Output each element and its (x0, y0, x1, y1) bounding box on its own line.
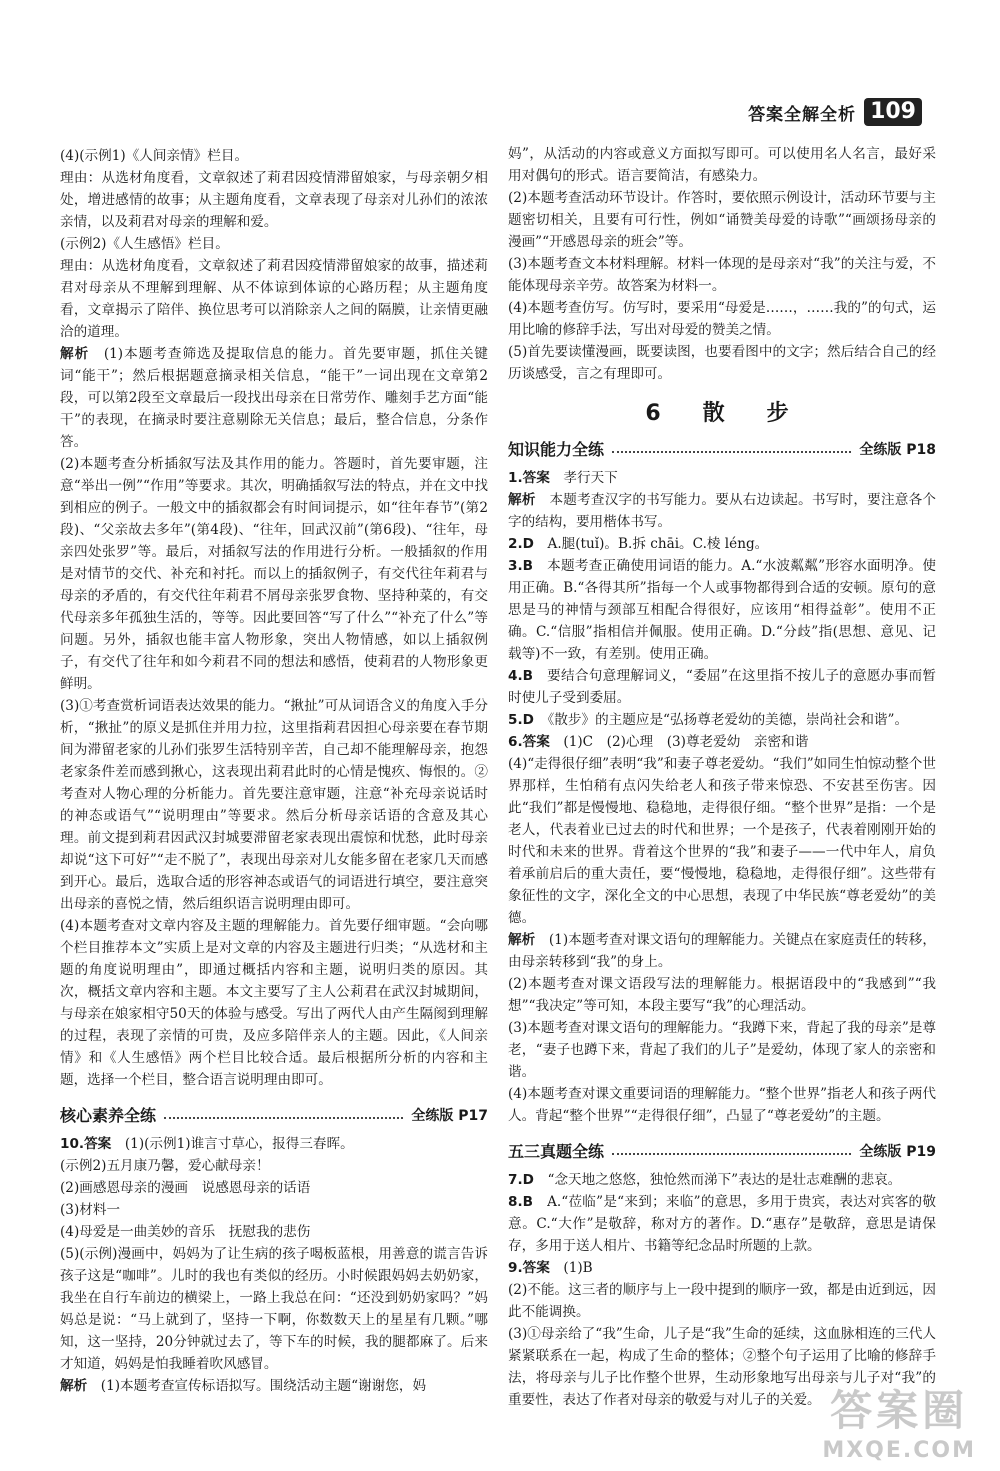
answer-paragraph (60, 167, 488, 233)
answer-text: 妈”，从活动的内容或意义方面拟写即可。可以使用名人名言，最好采用对偶句的形式。语言要简洁，有感染力。 (508, 146, 936, 184)
answer-text: 《散步》的主题应是“弘扬尊老爱幼的美德，崇尚社会和谐”。 (547, 712, 909, 728)
answer-paragraph (508, 555, 936, 665)
answer-paragraph (60, 453, 488, 695)
answer-text: 理由：从选材角度看，文章叙述了莉君因疫情滞留娘家，与母亲朝夕相处，增进感情的故事；从主题角度看，文章表现了母亲对儿孙们的浓浓亲情，以及莉君对母亲的理解和爱。 (60, 170, 488, 230)
answer-label: 解析 (508, 492, 536, 508)
answer-label: 解析 (60, 346, 90, 362)
answer-text: “念天地之悠悠，独怆然而涕下”表达的是壮志难酬的悲哀。 (547, 1172, 902, 1188)
answer-text: A.“莅临”是“来到；来临”的意思，多用于贵宾，表达对宾客的敬意。C.“大作”是敬辞，称对方的著作。D.“惠存”是敬辞，意思是请保存，多用于送人相片、书籍等纪念品时所题的上款。 (508, 1194, 937, 1254)
answer-text: 理由：从选材角度看，文章叙述了莉君因疫情滞留娘家的故事，描述莉君对母亲从不理解到理解、从不体谅到体谅的心路历程；从主题角度看，文章揭示了陪伴、换位思考可以消除亲人之间的隔膜，让亲情更融洽的道理。 (60, 258, 488, 340)
answer-paragraph (60, 1133, 488, 1155)
answer-paragraph (60, 915, 488, 1091)
answer-text: (1)本题考查对课文语句的理解能力。关键点在家庭责任的转移，由母亲转移到“我”的身上。 (508, 932, 936, 970)
answer-paragraph (60, 1243, 488, 1375)
answer-paragraph (508, 489, 936, 533)
answer-label: 10.答案 (60, 1136, 112, 1152)
page-header (748, 98, 922, 126)
answer-paragraph (508, 187, 936, 253)
answer-paragraph (508, 1083, 936, 1127)
answer-paragraph (508, 709, 936, 731)
section-title: 核心素养全练 (60, 1106, 157, 1125)
section-divider (612, 451, 851, 453)
answer-text: A.腿(tuǐ)。B.拆 chāi。C.棱 léng。 (547, 536, 769, 552)
answer-paragraph (60, 1177, 488, 1199)
answer-paragraph (508, 143, 936, 187)
answer-label: 9.答案 (508, 1260, 550, 1276)
answer-text: (3)①母亲给了“我”生命，儿子是“我”生命的延续，这血脉相连的三代人紧紧联系在一起，构成了生命的整体；②整个句子运用了比喻的修辞手法，将母亲与儿子比作整个世界，生动形象地写出母亲与儿子对“我”的重要性，表达了作者对母亲的敬爱与对儿子的关爱。 (508, 1326, 936, 1408)
answer-label: 7.D (508, 1172, 534, 1188)
answer-text: (示例2)《人生感悟》栏目。 (60, 236, 229, 252)
answer-paragraph (60, 255, 488, 343)
answer-paragraph (508, 467, 936, 489)
answer-text: (4)(示例1)《人间亲情》栏目。 (60, 148, 249, 164)
answer-text: (2)本题考查分析插叙写法及其作用的能力。答题时，首先要审题，注意“举出一例”“作用”等要求。其次，明确插叙写法的特点，并在文中找到相应的例子。一般文中的插叙都会有时间词提示，如“往年春节”(第2段)、“父亲故去多年”(第4段)、“往年，回武汉前”(第6段)、“往年，母亲四处张罗”等。最后，对插叙写法的作用进行分析。一般插叙的作用是对情节的交代、补充和衬托。而以上的插叙例子，有交代往年莉君与母亲的矛盾的，有交代往年莉君不屑母亲张罗食物、坚持种菜的，有交代母亲多年孤独生活的，等等。因此要回答“写了什么”“补充了什么”等问题。另外，插叙也能丰富人物形象，突出人物情感，如以上插叙例子，有交代了往年和如今莉君不同的想法和感悟，使莉君的人物形象更鲜明。 (60, 456, 488, 692)
section-header (60, 1105, 488, 1127)
answer-label: 6.答案 (508, 734, 550, 750)
page-number: 109 (864, 98, 922, 126)
answer-text: (2)本题考查活动环节设计。作答时，要依照示例设计，活动环节要与主题密切相关，且要有可行性，例如“诵赞美母爱的诗歌”“画颂扬母亲的漫画”“开感恩母亲的班会”等。 (508, 190, 936, 250)
answer-text: (1)本题考查宣传标语拟写。围绕活动主题“谢谢您，妈 (100, 1378, 427, 1394)
answer-label: 4.B (508, 668, 533, 684)
answer-text: (3)本题考查对课文语句的理解能力。“我蹲下来，背起了我的母亲”是尊老，“妻子也蹲下来，背起了我们的儿子”是爱幼，体现了家人的亲密和谐。 (508, 1020, 936, 1080)
answer-paragraph (508, 1257, 936, 1279)
answer-paragraph (508, 1191, 936, 1257)
header-title: 答案全解全析 (748, 104, 857, 125)
answer-text: 孝行天下 (563, 470, 618, 486)
answer-text: (4)母爱是一曲美妙的音乐 抚慰我的悲伤 (60, 1224, 311, 1240)
answer-text: (4)本题考查对文章内容及主题的理解能力。首先要仔细审题。“会向哪个栏目推荐本文”实质上是对文章的内容及主题进行归类；“从选材和主题的角度说明理由”，即通过概括内容和主题，说明归类的原因。其次，概括文章内容和主题。本文主要写了主人公莉君在武汉封城期间，与母亲在娘家相守50天的体验与感受。写出了两代人由产生隔阂到理解的过程，表现了亲情的可贵，及应多陪伴亲人的主题。因此，《人间亲情》和《人生感悟》两个栏目比较合适。最后根据所分析的内容和主题，选择一个栏目，整合语言说明理由即可。 (60, 918, 488, 1088)
answer-paragraph (508, 929, 936, 973)
answer-paragraph (60, 695, 488, 915)
answer-paragraph (60, 1155, 488, 1177)
watermark-line1: 答案圈 (830, 1386, 969, 1435)
answer-text: (1)C (2)心理 (3)尊老爱幼 亲密和谐 (563, 734, 809, 750)
answer-paragraph (508, 533, 936, 555)
answer-text: (2)不能。这三者的顺序与上一段中提到的顺序一致，都是由近到远，因此不能调换。 (508, 1282, 936, 1320)
answer-paragraph (60, 343, 488, 453)
lesson-title: 6 散 步 (645, 401, 799, 426)
answer-text: (5)首先要读懂漫画，既要读图，也要看图中的文字；然后结合自己的经历谈感受，言之有理即可。 (508, 344, 936, 382)
section-title: 五三真题全练 (508, 1142, 605, 1161)
answer-label: 3.B (508, 558, 533, 574)
answer-paragraph (60, 1221, 488, 1243)
answer-paragraph (60, 1199, 488, 1221)
answer-text: 要结合句意理解词义，“委屈”在这里指不按儿子的意愿办事而暂时使儿子受到委屈。 (508, 668, 937, 706)
answer-paragraph (508, 1279, 936, 1323)
answer-text: (4)本题考查对课文重要词语的理解能力。“整个世界”指老人和孩子两代人。背起“整个世界”“走得很仔细”，凸显了“尊老爱幼”的主题。 (508, 1086, 936, 1124)
left-column (60, 145, 488, 1397)
section-version: 全练版 P17 (411, 1108, 488, 1124)
answer-paragraph (508, 297, 936, 341)
section-version: 全练版 P19 (859, 1144, 936, 1160)
answer-label: 解析 (508, 932, 536, 948)
answer-text: (4)“走得很仔细”表明“我”和妻子尊老爱幼。“我们”如同生怕惊动整个世界那样，生怕稍有点闪失给老人和孩子带来惊恐、不安甚至伤害。因此“我们”都是慢慢地、稳稳地，走得很仔细。“整个世界”是指：一个是老人，代表着业已过去的时代和世界；一个是孩子，代表着刚刚开始的时代和未来的世界。背着这个世界的“我”和妻子——一代中年人，肩负着承前启后的重大责任，要“慢慢地，稳稳地，走得很仔细”。这些带有象征性的文字，深化全文的中心思想，表现了中华民族“尊老爱幼”的美德。 (508, 756, 936, 926)
section-header (508, 439, 936, 461)
answer-label: 8.B (508, 1194, 533, 1210)
answer-paragraph (60, 145, 488, 167)
answer-text: (2)画感恩母亲的漫画 说感恩母亲的话语 (60, 1180, 311, 1196)
answer-paragraph (508, 973, 936, 1017)
answer-text: (1)(示例1)谁言寸草心，报得三春晖。 (124, 1136, 354, 1152)
answer-text: (3)本题考查文本材料理解。材料一体现的是母亲对“我”的关注与爱，不能体现母亲辛劳。故答案为材料一。 (508, 256, 936, 294)
answer-label: 2.D (508, 536, 534, 552)
answer-paragraph (60, 233, 488, 255)
watermark-logo (822, 1378, 976, 1463)
answer-label: 5.D (508, 712, 534, 728)
answer-text: (示例2)五月康乃馨，爱心献母亲！ (60, 1158, 270, 1174)
answer-text: (3)材料一 (60, 1202, 121, 1218)
answer-text: (1)B (563, 1260, 593, 1276)
section-divider (612, 1153, 851, 1155)
answer-paragraph (508, 1017, 936, 1083)
answer-paragraph (508, 253, 936, 297)
answer-label: 1.答案 (508, 470, 550, 486)
answer-label: 解析 (60, 1378, 88, 1394)
answer-text: (1)本题考查筛选及提取信息的能力。首先要审题，抓住关键词“能干”；然后根据题意摘录相关信息，“能干”一词出现在文章第2段，可以第2段至文章最后一段找出母亲在日常劳作、雕刻手艺方面“能干”的表现，在摘录时要注意剔除无关信息；最后，整合信息，分条作答。 (60, 346, 489, 450)
section-version: 全练版 P18 (859, 442, 936, 458)
answer-text: (2)本题考查对课文语段写法的理解能力。根据语段中的“我感到”“我想”“我决定”等可知，本段主要写“我”的心理活动。 (508, 976, 936, 1014)
answer-paragraph (508, 665, 936, 709)
watermark-line2: MXQE.COM (822, 1438, 976, 1463)
answer-paragraph (508, 753, 936, 929)
answer-text: 本题考查汉字的书写能力。要从右边读起。书写时，要注意各个字的结构，要用楷体书写。 (508, 492, 937, 530)
answer-paragraph (508, 341, 936, 385)
answer-text: 本题考查正确使用词语的能力。A.“水波粼粼”形容水面明净。使用正确。B.“各得其所”指每一个人或事物都得到合适的安顿。原句的意思是马的神情与颈部互相配合得很好，应该用“相得益彰”。使用不正确。C.“信服”指相信并佩服。使用正确。D.“分歧”指(思想、意见、记载等)不一致，有差别。使用正确。 (508, 558, 937, 662)
section-header (508, 1141, 936, 1163)
answer-text: (3)①考查赏析词语表达效果的能力。“揪扯”可从词语含义的角度入手分析，“揪扯”的原义是抓住并用力拉，这里指莉君因担心母亲要在春节期间为滞留老家的儿孙们张罗生活特别辛苦，自己却不能理解母亲，抱怨老家条件差而感到揪心，这表现出莉君此时的心情是愧疚、悔恨的。②考查对人物心理的分析能力。首先要注意审题，注意“补充母亲说话时的神态或语气”“说明理由”等要求。然后分析母亲话语的含意及其心理。前文提到莉君因武汉封城要滞留老家表现出震惊和忧愁，此时母亲却说“这下可好”“走不脱了”，表现出母亲对儿女能多留在老家几天而感到开心。最后，选取合适的形容神态或语气的词语进行填空，要注意突出母亲的喜悦之情，然后组织语言说明理由即可。 (60, 698, 488, 912)
answer-paragraph (60, 1375, 488, 1397)
answer-paragraph (508, 1169, 936, 1191)
answer-text: (4)本题考查仿写。仿写时，要采用“母爱是……，……我的”的句式，运用比喻的修辞手法，写出对母爱的赞美之情。 (508, 300, 936, 338)
section-divider (164, 1117, 403, 1119)
section-title: 知识能力全练 (508, 440, 605, 459)
answer-paragraph (508, 731, 936, 753)
answer-text: (5)(示例)漫画中，妈妈为了让生病的孩子喝板蓝根，用善意的谎言告诉孩子这是“咖啡”。儿时的我也有类似的经历。小时候跟妈妈去奶奶家，我坐在自行车前边的横梁上，一路上我总在问：“还没到奶奶家吗？”妈妈总是说：“马上就到了，坚持一下啊，你数数天上的星星有几颗。”哪知，这一坚持，20分钟就过去了，等下车的时候，我的腿都麻了。后来才知道，妈妈是怕我睡着吹风感冒。 (60, 1246, 488, 1372)
right-column (508, 143, 936, 1411)
